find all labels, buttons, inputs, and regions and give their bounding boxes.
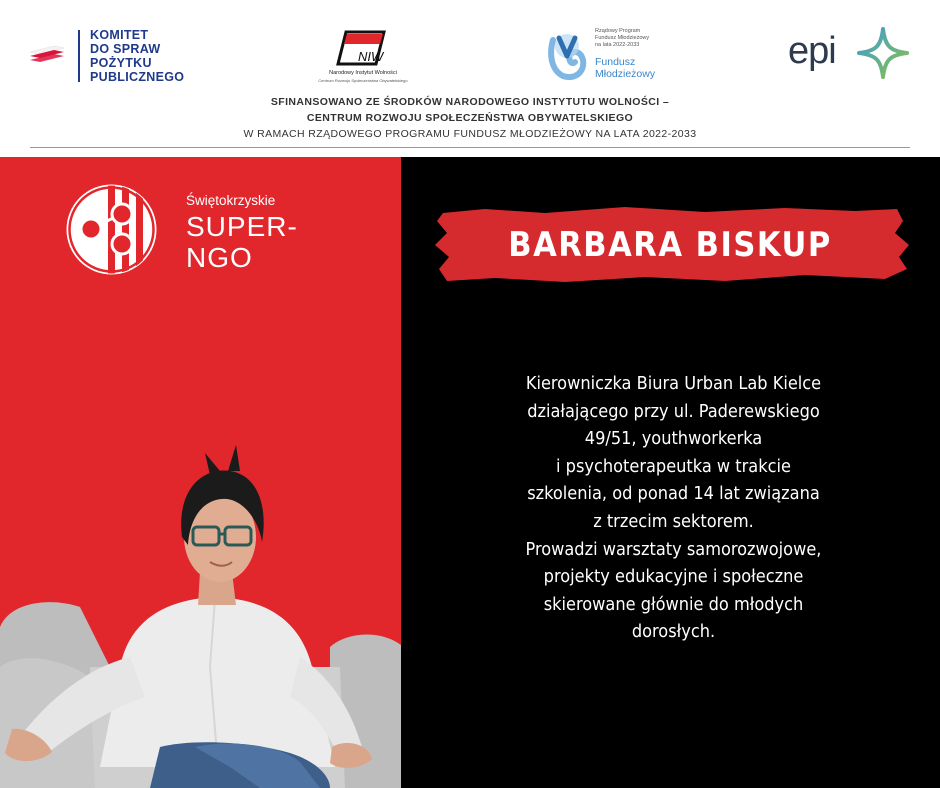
epi-star-icon [856,26,910,80]
fundusz-small-line: na lata 2022-2033 [595,42,640,48]
fundusz-mlodziezowy-logo [545,28,685,84]
epi-wordmark: epi [788,30,836,72]
logo-title-line: NGO [186,242,253,273]
header-divider [30,147,910,148]
niw-caption: Narodowy Instytut Wolności [329,70,397,76]
person-name: BARBARA BISKUP [508,225,832,265]
fundusz-big-line: Fundusz [595,56,636,68]
niw-logo [318,28,408,90]
black-panel [401,157,940,788]
description-line: dorosłych. [631,621,716,643]
description-line: szkolenia, od ponad 14 lat związana [527,483,820,505]
kdsp-logo [30,28,210,84]
fundusz-big-text [595,56,655,80]
description-line: działającego przy ul. Paderewskiego [527,400,820,422]
funding-line-2: CENTRUM ROZWOJU SPOŁECZEŃSTWA OBYWATELSKIEGO [306,112,634,124]
kdsp-divider [78,30,80,82]
funding-line-3: W RAMACH RZĄDOWEGO PROGRAMU FUNDUSZ MŁODZIEŻOWY NA LATA 2022-2033 [243,128,697,140]
description-line: projekty edukacyjne i społeczne [543,566,804,588]
description-line: z trzecim sektorem. [593,510,754,532]
polish-flag-icon [30,44,64,66]
red-panel [0,157,401,788]
fundusz-v-emblem-icon [545,30,589,80]
logo-title-line: SUPER- [186,211,298,242]
fundusz-small-line: Fundusz Młodzieżowy [595,35,650,41]
kdsp-line: DO SPRAW [90,42,161,56]
description-line: skierowane głównie do młodych [543,593,804,615]
funding-line-1: SFINANSOWANO ZE ŚRODKÓW NARODOWEGO INSTYTUTU WOLNOŚCI – [270,96,670,108]
logo-title [186,211,298,273]
header-bar [0,0,940,157]
kdsp-line: KOMITET [90,28,149,42]
fundusz-small-line: Rządowy Program [595,28,641,34]
niw-mark-text: NIW [358,49,384,64]
kdsp-line: PUBLICZNEGO [90,70,185,84]
niw-subcaption: Centrum Rozwoju Społeczeństwa Obywatelskiego [318,78,408,83]
logo-subtitle: Świętokrzyskie [186,193,276,208]
fundusz-small-text [595,28,649,49]
description-line: i psychoterapeutka w trakcie [556,455,791,477]
kdsp-wordmark [90,28,184,84]
portrait-photo [0,367,401,788]
description-line: Kierowniczka Biura Urban Lab Kielce [525,373,822,394]
person-description [441,370,906,646]
epi-logo [788,26,913,82]
kdsp-line: POŻYTKU [90,56,152,70]
description-line: 49/51, youthworkerka [584,428,763,450]
fundusz-big-line: Młodzieżowy [595,68,656,80]
description-line: Prowadzi warsztaty samorozwojowe, [525,538,822,560]
niw-emblem-icon [332,28,388,68]
super-ngo-emblem-icon [64,182,159,277]
